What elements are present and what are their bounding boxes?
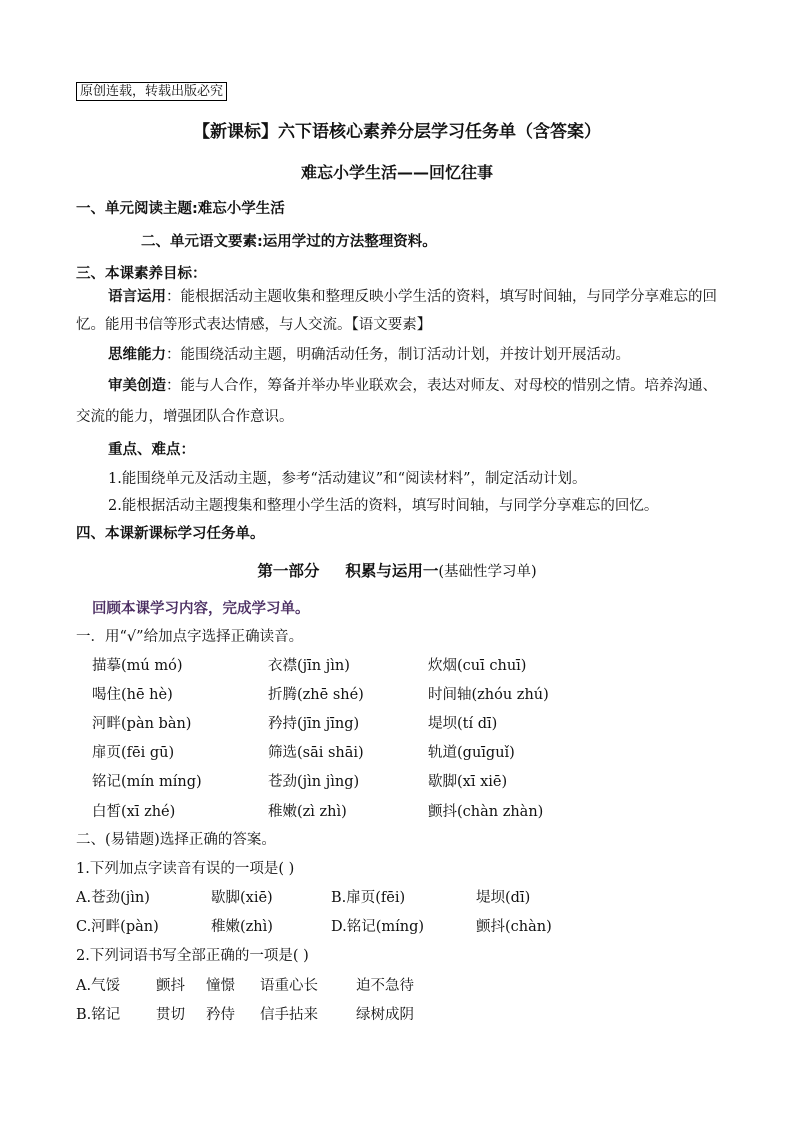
section-2-heading: 二、单元语文要素:运用学过的方法整理资料。: [141, 234, 437, 250]
pinyin-item: 喝住(hē hè): [92, 687, 173, 703]
q2-2-question: 2.下列词语书写全部正确的一项是( ): [76, 948, 309, 964]
copyright-notice: 原创连载，转载出版必究: [76, 82, 227, 101]
section-4-heading: 四、本课新课标学习任务单。: [76, 526, 265, 542]
pinyin-item: 铭记(mín míng): [92, 774, 202, 790]
q2-1-option-d1: D.铭记(míng): [331, 919, 425, 935]
pinyin-item: 描摹(mú mó): [92, 658, 183, 674]
q2-2-b-word: 绿树成阴: [356, 1007, 414, 1023]
goal-thinking-text: ：能围绕活动主题，明确活动任务，制订活动计划，并按计划开展活动。: [166, 347, 630, 363]
review-instruction: 回顾本课学习内容，完成学习单。: [92, 601, 310, 617]
q2-1-option-b1: B.扉页(fēi): [331, 890, 406, 906]
key-point-2: 2.能根据活动主题搜集和整理小学生活的资料，填写时间轴，与同学分享难忘的回忆。: [108, 498, 659, 514]
goal-language-lead: 语言运用: [108, 289, 166, 305]
goal-thinking-lead: 思维能力: [108, 347, 166, 363]
pinyin-item: 稚嫩(zì zhì): [268, 804, 347, 820]
section-1-heading: 一、单元阅读主题:难忘小学生活: [76, 201, 285, 217]
pinyin-item: 堤坝(tí dī): [428, 716, 498, 732]
pinyin-item: 苍劲(jìn jìng): [268, 774, 360, 790]
section-3-heading: 三、本课素养目标：: [76, 266, 207, 282]
pinyin-item: 炊烟(cuī chuī): [428, 658, 527, 674]
goal-thinking: [76, 341, 722, 369]
pinyin-item: 矜持(jīn jīng): [268, 716, 360, 732]
pinyin-item: 扉页(fēi gū): [92, 745, 175, 761]
key-point-1: 1.能围绕单元及活动主题，参考“活动建议”和“阅读材料”，制定活动计划。: [108, 471, 587, 487]
q2-2-b-word: 贯切: [156, 1007, 185, 1023]
pinyin-item: 轨道(guīguǐ): [428, 745, 515, 761]
q2-2-a-word: 迫不急待: [356, 978, 414, 994]
part-heading: [0, 559, 794, 581]
goal-aesthetic-text: ：能与人合作，筹备并举办毕业联欢会，表达对师友、对母校的惜别之情。培养沟通、交流的能力，增强团队合作意识。: [76, 378, 717, 425]
goal-language-text: ：能根据活动主题收集和整理反映小学生活的资料，填写时间轴，与同学分享难忘的回忆。能用书信等形式表达情感，与人交流。【语文要素】: [76, 289, 717, 333]
pinyin-item: 筛选(sāi shāi): [268, 745, 364, 761]
q2-1-option-d2: 颤抖(chàn): [476, 919, 552, 935]
pinyin-item: 白皙(xī zhé): [92, 804, 176, 820]
q2-2-a-word: 憧憬: [206, 978, 235, 994]
pinyin-item: 时间轴(zhóu zhú): [428, 687, 549, 703]
q2-2-a-word: 颤抖: [156, 978, 185, 994]
q2-2-b-word: B.铭记: [76, 1007, 121, 1023]
page-title: 【新课标】六下语核心素养分层学习任务单（含答案）: [193, 122, 601, 142]
part-label: 第一部分: [257, 562, 320, 580]
q2-1-question: 1.下列加点字读音有误的一项是( ): [76, 861, 295, 877]
q1-title: 一．用“√”给加点字选择正确读音。: [76, 629, 304, 645]
q2-1-option-a1: A.苍劲(jìn): [76, 890, 150, 906]
q2-1-option-a2: 歇脚(xiē): [211, 890, 273, 906]
q2-2-a-word: 语重心长: [260, 978, 318, 994]
q2-1-option-c2: 稚嫩(zhì): [211, 919, 273, 935]
pinyin-item: 河畔(pàn bàn): [92, 716, 192, 732]
part-note: (基础性学习单): [438, 564, 537, 580]
goal-language: [76, 283, 722, 339]
pinyin-item: 折腾(zhē shé): [268, 687, 364, 703]
pinyin-item: 衣襟(jīn jìn): [268, 658, 350, 674]
pinyin-item: 颤抖(chàn zhàn): [428, 804, 544, 820]
q2-1-option-c1: C.河畔(pàn): [76, 919, 159, 935]
pinyin-item: 歇脚(xī xiē): [428, 774, 508, 790]
key-points-heading: 重点、难点：: [108, 442, 195, 458]
lesson-subtitle: 难忘小学生活——回忆往事: [300, 163, 493, 182]
q2-2-a-word: A.气馁: [76, 978, 121, 994]
q2-title: 二、(易错题)选择正确的答案。: [76, 832, 276, 848]
q2-2-b-word: 信手拈来: [260, 1007, 318, 1023]
q2-1-option-b2: 堤坝(dī): [476, 890, 531, 906]
goal-aesthetic-lead: 审美创造: [108, 378, 166, 394]
goal-aesthetic: [76, 371, 722, 433]
part-name: 积累与运用一: [345, 562, 439, 580]
q2-2-b-word: 矜侍: [206, 1007, 235, 1023]
